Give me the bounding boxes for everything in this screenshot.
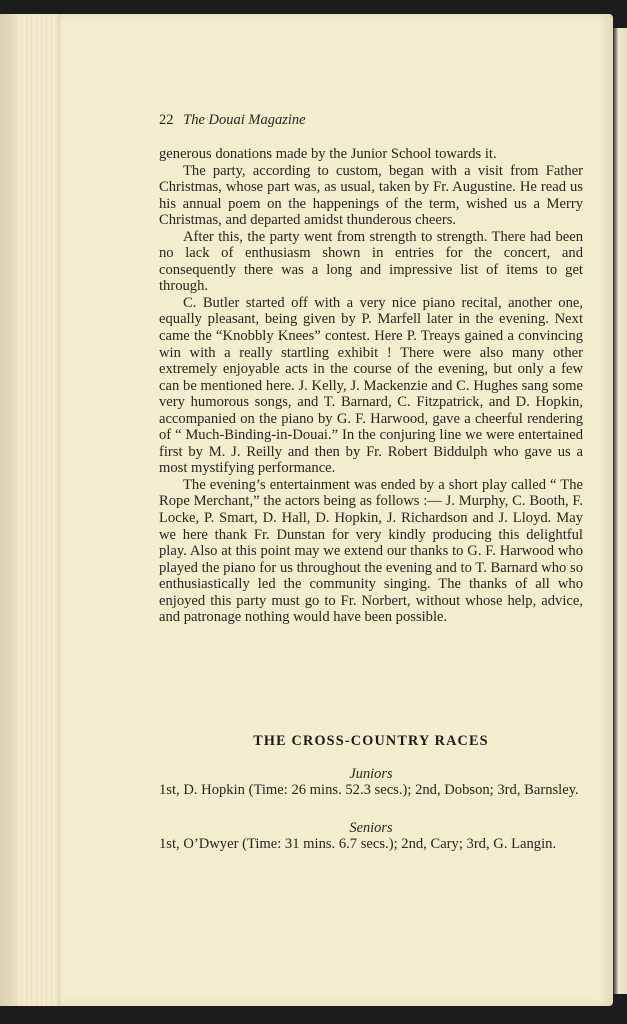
- paragraph: After this, the party went from strength to strength. There had been no lack of enthusiasm shown in entries for the concert, and consequently there was a long and impressive list of items to get through.: [159, 228, 583, 295]
- magazine-title: The Douai Magazine: [183, 112, 306, 128]
- page-number: 22: [159, 112, 174, 128]
- paragraph: C. Butler started off with a very nice piano recital, another one, equally pleasant, being given by P. Marfell later in the evening. Next came the “Knobbly Knees” contest. Here P. Treays gained a convincing win with a really startling exhibit ! There were also many other extremely enjoyable acts in the course of the evening, but only a few can be mentioned here. J. Kelly, J. Mackenzie and C. Hughes sang some very humorous songs, and T. Barnard, C. Fitzpatrick, and D. Hopkin, accompanied on the piano by G. F. Harwood, gave a cheerful rendering of “ Much-Binding-in-Douai.” In the conjuring line we were entertained first by M. J. Reilly and then by Fr. Robert Biddulph who gave us a most mystifying performance.: [159, 294, 583, 477]
- section-title: THE CROSS-COUNTRY RACES: [253, 733, 489, 749]
- juniors-heading: Juniors: [349, 766, 393, 782]
- paragraph: The party, according to custom, began with a visit from Father Christmas, whose part was, as usual, taken by Fr. Augustine. He read us his annual poem on the happenings of the term, wished us a Merry Christmas, and departed amidst thunderous cheers.: [159, 162, 583, 229]
- seniors-result: 1st, O’Dwyer (Time: 31 mins. 6.7 secs.); 2nd, Cary; 3rd, G. Langin.: [159, 836, 557, 852]
- paragraph: generous donations made by the Junior School towards it.: [159, 146, 497, 162]
- page-gutter: [0, 14, 18, 1006]
- seniors-heading: Seniors: [349, 820, 393, 836]
- page-stack-edges: [18, 14, 58, 1006]
- juniors-result: 1st, D. Hopkin (Time: 26 mins. 52.3 secs.); 2nd, Dobson; 3rd, Barnsley.: [159, 782, 579, 798]
- next-page-edge: [613, 28, 627, 994]
- paragraph: The evening’s entertainment was ended by a short play called “ The Rope Merchant,” the actors being as follows :— J. Murphy, C. Booth, F. Locke, P. Smart, D. Hall, D. Hopkin, J. Richardson and J. Lloyd. May we here thank Fr. Dunstan for very kindly producing this delightful play. Also at this point may we extend our thanks to G. F. Harwood who played the piano for us throughout the evening and to T. Barnard who so enthusiastically led the community singing. The thanks of all who enjoyed this party must go to Fr. Norbert, without whose help, advice, and patronage nothing would have been possible.: [159, 476, 583, 626]
- running-head: [159, 112, 306, 129]
- article-body: [159, 146, 583, 626]
